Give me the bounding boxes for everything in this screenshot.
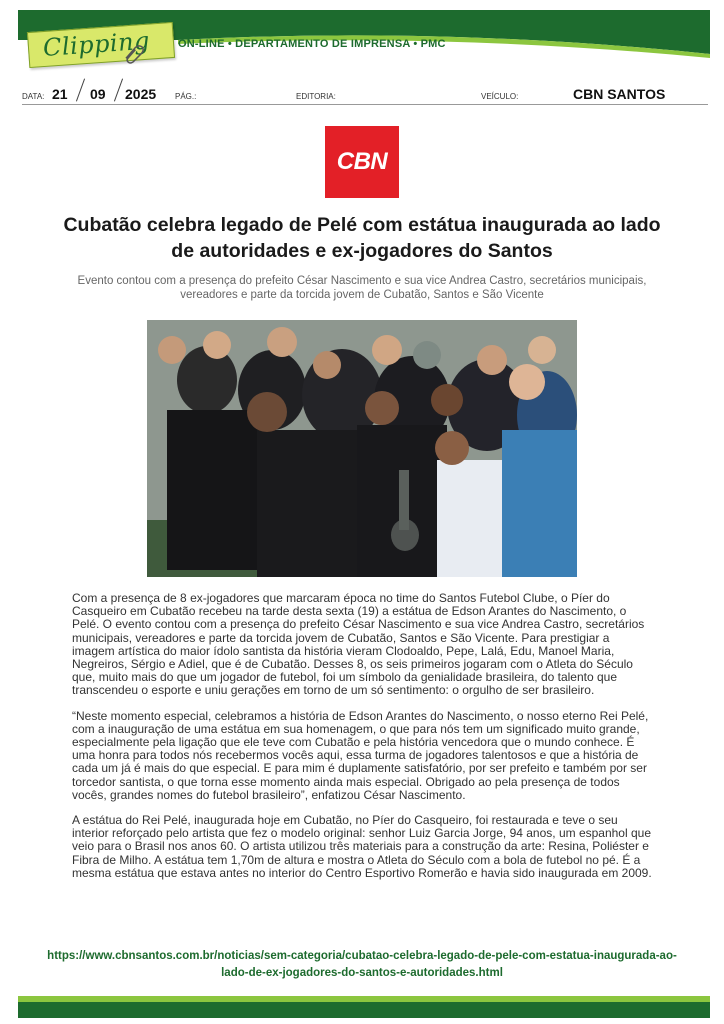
editoria-label: EDITORIA: bbox=[296, 92, 336, 101]
footer-band bbox=[18, 1002, 710, 1018]
meta-row bbox=[22, 84, 708, 106]
veiculo-label: VEÍCULO: bbox=[481, 92, 519, 101]
date-year: 2025 bbox=[125, 86, 157, 102]
veiculo-value: CBN SANTOS bbox=[573, 86, 666, 102]
date-month: 09 bbox=[90, 86, 106, 102]
article-paragraph: “Neste momento especial, celebramos a história de Edson Arantes do Nascimento, o nosso eterno Rei Pelé, com a inauguração de uma estátua em sua homenagem, o que para nós tem um significado muito grande, especialmente pela ligação que ele teve com Cubatão e pela história vencedora que o mundo conhece. É uma honra para todos nós recebermos vocês aqui, essa turma de jogadores talentosos e que a história de cada um já é mais do que especial. E para mim é duplamente satisfatório, por ser prefeito e também por ser torcedor santista, o que torna esse momento ainda mais especial. Obrigado ao pela presença de todos vocês, grandes nomes do futebol brasileiro”, enfatizou César Nascimento. bbox=[72, 708, 649, 802]
clipping-label: Clipping bbox=[42, 26, 151, 63]
article-paragraph: Com a presença de 8 ex-jogadores que marcaram época no time do Santos Futebol Clube, o Píer do Casqueiro em Cubatão recebeu na tarde desta sexta (19) a estátua de Edson Arantes do Nascimento, o Pelé. O evento contou com a presença do prefeito César Nascimento e sua vice Andrea Castro, secretários municipais, vereadores e parte da torcida jovem de Cubatão, Santos e São Vicente. Para prestigiar a imagem artística do maior ídolo santista da história vieram Clodoaldo, Pepe, Lalá, Edu, Manoel Maria, Negreiros, Sérgio e Adiel, que é de Cubatão. Desses 8, os seis primeiros jogaram com o Atleta do Século que, muito mais do que um jogador de futebol, foi um símbolo da genialidade brasileira, do talento que transcendeu o esporte e uniu gerações em torno de um só sentimento: o orgulho de ser brasileiro. bbox=[72, 591, 645, 698]
article-paragraph: A estátua do Rei Pelé, inaugurada hoje em Cubatão, no Píer do Casqueiro, foi restaurada e teve o seu interior reforçado pelo artista que fez o modelo original: senhor Luiz Garcia Jorge, 94 anos, um espanhol que veio para o Brasil nos anos 60. O artista utilizou três materiais para a construção da arte: Resina, Poliéster e Fibra de Milho. A estátua tem 1,70m de altura e mostra o Atleta do Século com a bola de futebol no pé. É a mesma estátua que estava antes no interior do Centro Esportivo Romerão e havia sido inaugurada em 2009. bbox=[72, 813, 652, 880]
date-day: 21 bbox=[52, 86, 68, 102]
source-url-link[interactable]: https://www.cbnsantos.com.br/noticias/sem-categoria/cubatao-celebra-legado-de-pele-com-estatua-inaugurada-ao-lado-de-ex-jogadores-do-santos-e-autoridades.html bbox=[47, 950, 677, 979]
group-photo-illustration bbox=[147, 320, 577, 577]
article-headline: Cubatão celebra legado de Pelé com estátua inaugurada ao lado de autoridades e ex-jogadores do Santos bbox=[63, 214, 661, 262]
date-label: DATA: bbox=[22, 92, 45, 101]
paperclip-icon bbox=[121, 43, 146, 65]
article-photo bbox=[147, 320, 577, 577]
cbn-logo bbox=[325, 126, 399, 198]
date-separator bbox=[114, 79, 123, 102]
article-body bbox=[72, 592, 652, 892]
date-separator bbox=[76, 79, 85, 102]
meta-divider bbox=[22, 104, 708, 105]
article-subheadline: Evento contou com a presença do prefeito César Nascimento e sua vice Andrea Castro, secretários municipais, vereadores e parte da torcida jovem de Cubatão, Santos e São Vicente bbox=[77, 275, 647, 301]
department-line: ON-LINE • DEPARTAMENTO DE IMPRENSA • PMC bbox=[178, 38, 446, 50]
cbn-logo-text: CBN bbox=[336, 148, 388, 175]
page-label: PÁG.: bbox=[175, 92, 197, 101]
